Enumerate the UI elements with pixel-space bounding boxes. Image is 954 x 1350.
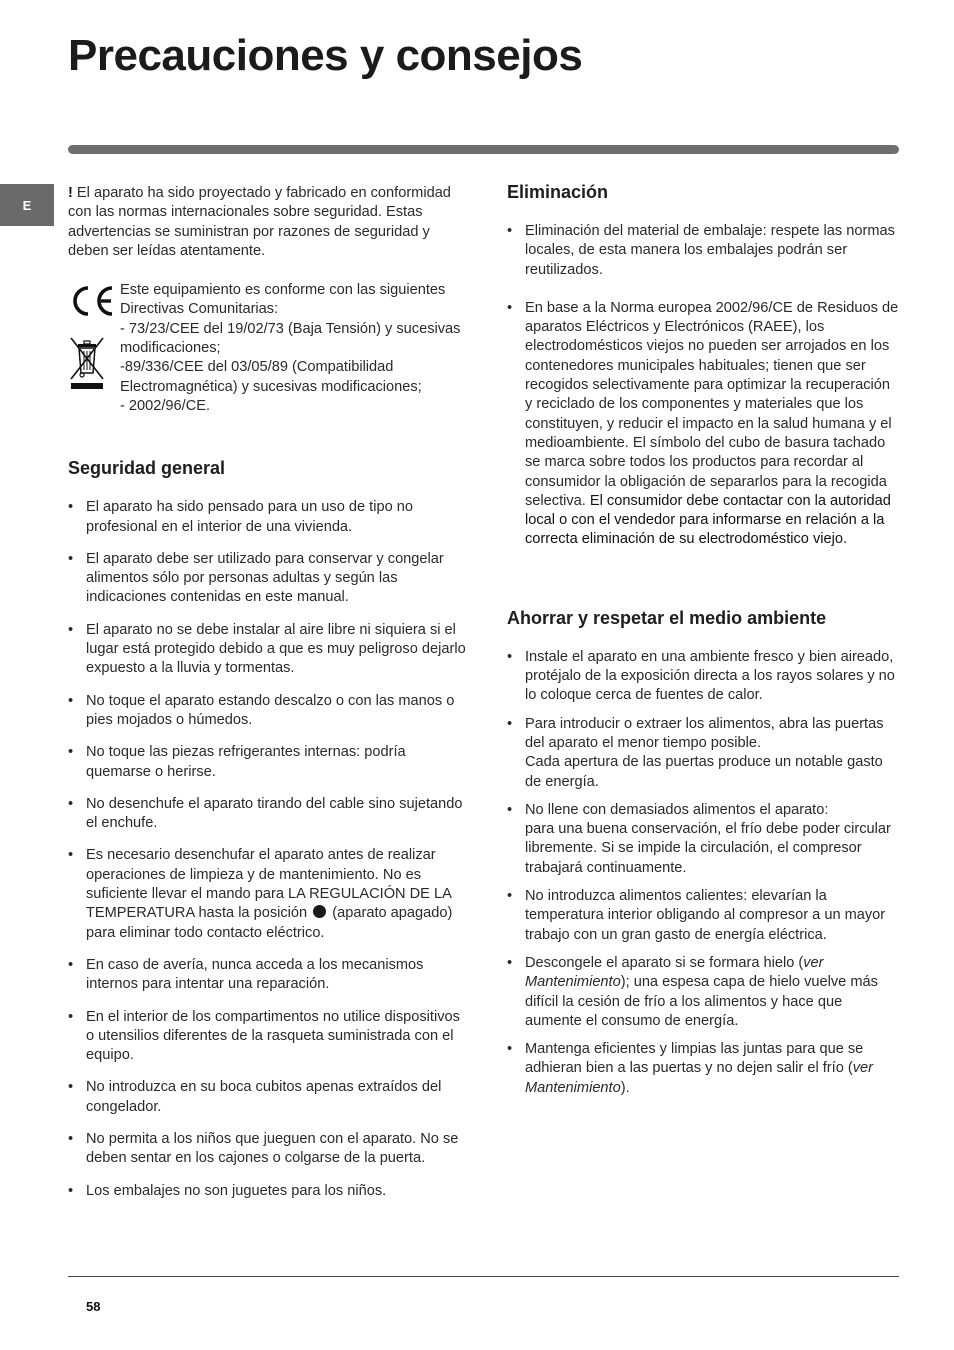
- list-item: [68, 846, 466, 942]
- list-item: • En el interior de los compartimentos no utilice dispositivos o utensilios diferentes de la rasqueta suministrada con el equipo.: [68, 1008, 466, 1066]
- ce-line-4: - 2002/96/CE.: [120, 397, 211, 414]
- ce-mark-icon: [68, 283, 116, 319]
- list-item-text: Es necesario desenchufar el aparato antes de realizar operaciones de limpieza y de mantenimiento. No es suficiente llevar el mando para LA REGULACIÓN DE LA TEMPERATURA hasta la posición: [86, 847, 452, 922]
- ahorrar-list: [507, 648, 901, 1098]
- list-item: • El aparato debe ser utilizado para conservar y congelar alimentos sólo por personas adultas y según las indicaciones contenidas en este manual.: [68, 550, 466, 608]
- ce-line-1: Este equipamiento es conforme con las siguientes Directivas Comunitarias:: [120, 282, 446, 318]
- list-item-text: Descongele el aparato si se formara hielo (: [525, 954, 804, 971]
- language-tab: [0, 184, 54, 226]
- language-tab-label: E: [22, 197, 32, 213]
- list-item-text: Mantenga eficientes y limpias las juntas para que se adhieran bien a las puertas y no dejen salir el frío (: [525, 1041, 864, 1077]
- list-item: [507, 954, 901, 1031]
- list-item: • No toque las piezas refrigerantes internas: podría quemarse o herirse.: [68, 743, 466, 782]
- intro-paragraph: [68, 184, 466, 261]
- list-item: • No introduzca alimentos calientes: elevarían la temperatura interior obligando al compresor a un mayor trabajo con un gran gasto de energía eléctrica.: [507, 887, 901, 945]
- list-item: [507, 801, 901, 878]
- list-item: [507, 715, 901, 792]
- list-item: • Instale el aparato en una ambiente fresco y bien aireado, protéjalo de la exposición directa a los rayos solares y no lo coloque cerca de fuentes de calor.: [507, 648, 901, 706]
- crossed-bin-icon: [68, 335, 106, 391]
- intro-text: El aparato ha sido proyectado y fabricado en conformidad con las normas internacionales sobre seguridad. Estas advertencias se suministran por razones de seguridad y deben ser leídas atentamente.: [68, 185, 451, 259]
- list-item: • No desenchufe el aparato tirando del cable sino sujetando el enchufe.: [68, 795, 466, 834]
- list-item-text: El consumidor debe contactar con la autoridad local o con el vendedor para informarse en relación a la correcta eliminación de su electrodoméstico viejo.: [525, 492, 891, 548]
- ce-compliance-block: [68, 281, 466, 416]
- list-item-text: Cada apertura de las puertas produce un notable gasto de energía.: [525, 754, 883, 790]
- list-item: • No toque el aparato estando descalzo o con las manos o pies mojados o húmedos.: [68, 692, 466, 731]
- off-position-icon: [313, 905, 326, 918]
- ce-line-2: - 73/23/CEE del 19/02/73 (Baja Tensión) y sucesivas modificaciones;: [120, 320, 461, 357]
- ce-line-3: -89/336/CEE del 03/05/89 (Compatibilidad Electromagnética) y sucesivas modificaciones;: [120, 359, 422, 395]
- page-title: Precauciones y consejos: [68, 31, 583, 80]
- seguridad-list: [68, 498, 466, 1201]
- list-item: • Eliminación del material de embalaje: respete las normas locales, de esta manera los embalajes podrán ser reutilizados.: [507, 222, 901, 280]
- footer-rule: [68, 1276, 899, 1277]
- list-item: • El aparato no se debe instalar al aire libre ni siquiera si el lugar está protegido debido a que es muy peligroso dejarlo expuesto a la lluvia y tormentas.: [68, 621, 466, 679]
- section-heading-ahorrar: Ahorrar y respetar el medio ambiente: [507, 607, 827, 628]
- cross-reference: ver Mantenimiento: [525, 954, 824, 991]
- warning-mark: !: [68, 185, 73, 201]
- list-item: • No introduzca en su boca cubitos apenas extraídos del congelador.: [68, 1078, 466, 1117]
- right-column: [507, 180, 901, 1107]
- list-item: • El aparato ha sido pensado para un uso de tipo no profesional en el interior de una vivienda.: [68, 498, 466, 537]
- list-item-text: En base a la Norma europea 2002/96/CE de Residuos de aparatos Eléctricos y Electrónicos (RAEE), los electrodomésticos viejos no pueden ser arrojados en los contenedores municipales habituales; tienen que ser recogidos selectivamente para optimizar la recuperación y reciclado de los componentes y materiales que los constituyen, y reducir el impacto en la salud humana y el medioambiente. El símbolo del cubo de basura tachado se marca sobre todos los productos para recordar al consumidor la obligación de separarlos para la recogida selectiva.: [525, 299, 899, 509]
- list-item: • En caso de avería, nunca acceda a los mecanismos internos para intentar una reparación.: [68, 956, 466, 995]
- list-item: • No permita a los niños que jueguen con el aparato. No se deben sentar en los cajones o colgarse de la puerta.: [68, 1130, 466, 1169]
- eliminacion-list: [507, 222, 901, 550]
- list-item-text: (aparato apagado) para eliminar todo contacto eléctrico.: [86, 905, 453, 941]
- list-item-text: para una buena conservación, el frío debe poder circular libremente. Si se impide la circulación, el compresor trabajará continuamente.: [525, 821, 891, 876]
- header-rule: [68, 145, 899, 154]
- list-item-text: No llene con demasiados alimentos el aparato:: [525, 801, 829, 818]
- list-item-text: ).: [620, 1079, 630, 1096]
- list-item-text: ); una espesa capa de hielo vuelve más difícil la cesión de frío a los alimentos y hace que aumente el consumo de energía.: [525, 974, 878, 1029]
- list-item-text: Para introducir o extraer los alimentos, abra las puertas del aparato el menor tiempo posible.: [525, 715, 884, 751]
- list-item: [507, 299, 901, 550]
- left-column: [68, 184, 466, 1214]
- cross-reference: ver Mantenimiento: [525, 1060, 874, 1096]
- section-heading-eliminacion: Eliminación: [507, 182, 609, 202]
- list-item: • Los embalajes no son juguetes para los niños.: [68, 1182, 466, 1201]
- page-number: 58: [86, 1299, 101, 1314]
- list-item: [507, 1040, 901, 1098]
- section-heading-seguridad: Seguridad general: [68, 458, 226, 479]
